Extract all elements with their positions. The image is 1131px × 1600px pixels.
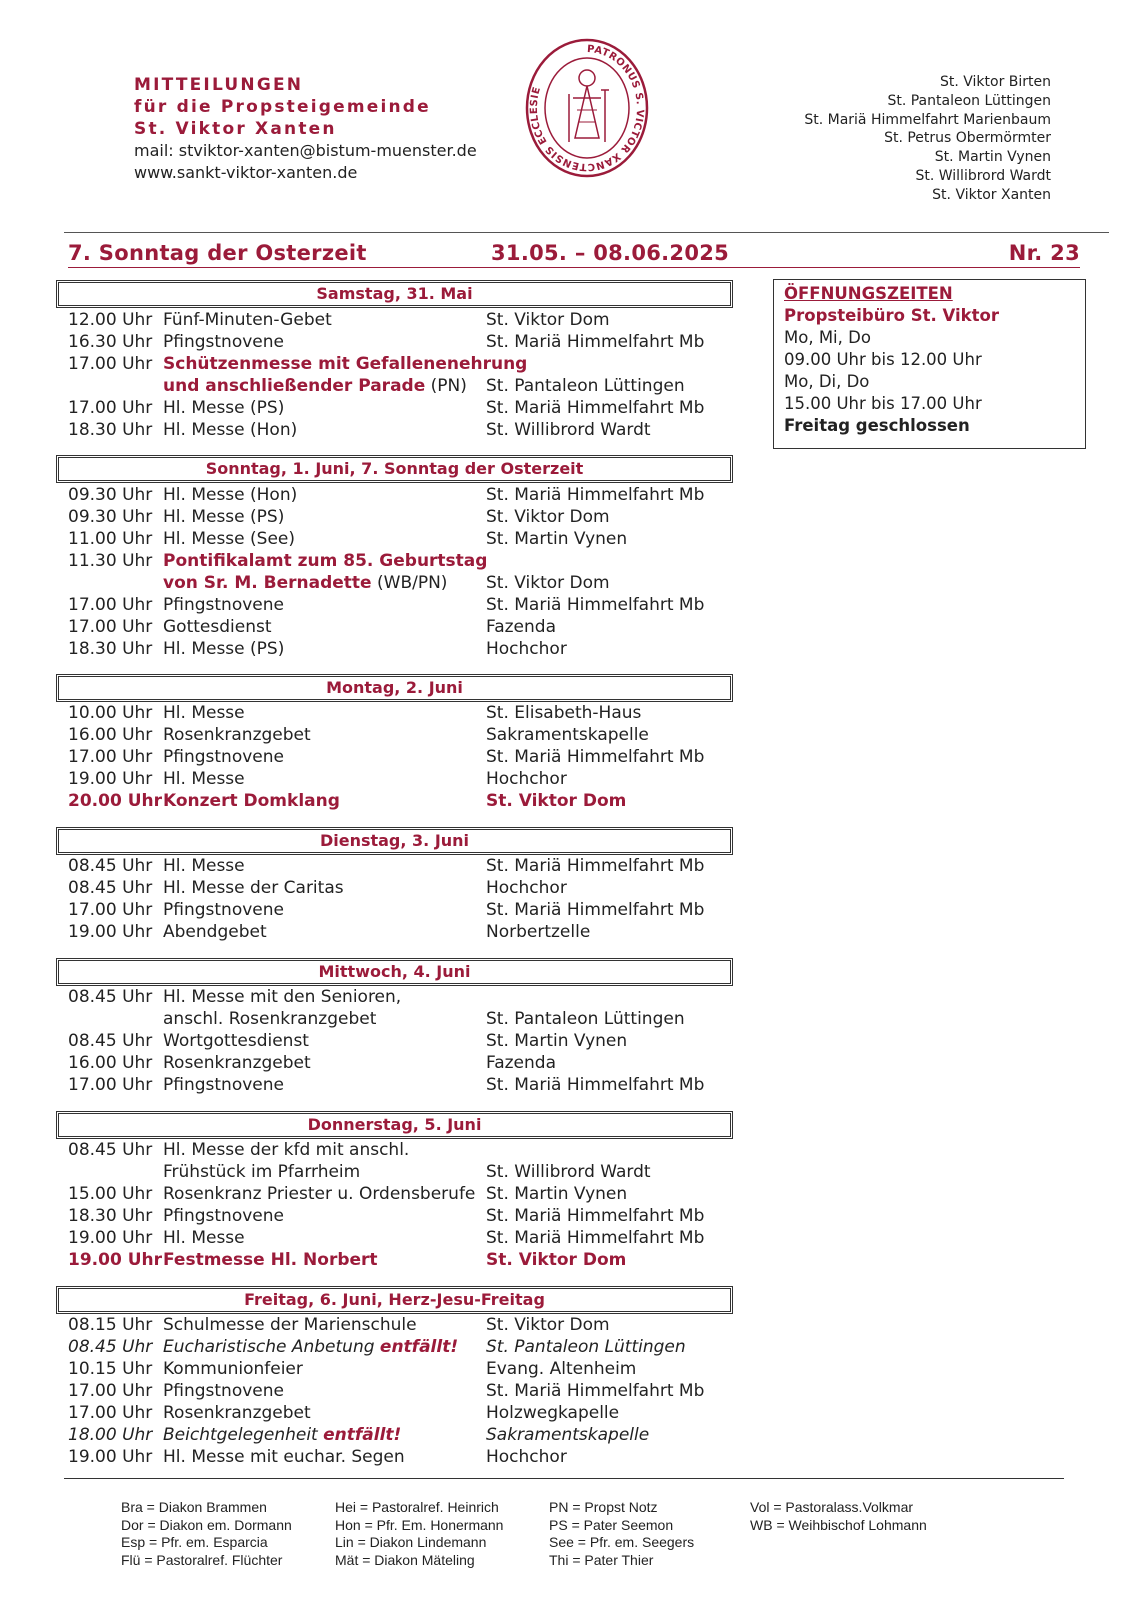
event-time: 11.00 Uhr bbox=[68, 529, 153, 549]
event-title-text: Pfingstnovene bbox=[163, 1206, 284, 1226]
event-title-text: Hl. Messe (Hon) bbox=[163, 420, 298, 440]
parish-item: St. Pantaleon Lüttingen bbox=[887, 92, 1051, 109]
event-location: Holzwegkapelle bbox=[486, 1403, 620, 1423]
event-title-text: Kommunionfeier bbox=[163, 1359, 303, 1379]
issue-sunday: 7. Sonntag der Osterzeit bbox=[68, 241, 367, 265]
event-location: Fazenda bbox=[486, 617, 557, 637]
event-time: 08.45 Uhr bbox=[68, 878, 153, 898]
event-title-text: Hl. Messe (PS) bbox=[163, 507, 285, 527]
event-title-text: Hl. Messe (Hon) bbox=[163, 485, 298, 505]
publication-header bbox=[134, 74, 477, 184]
event-time: 10.00 Uhr bbox=[68, 703, 153, 723]
event-title bbox=[163, 309, 483, 331]
event-time: 19.00 Uhr bbox=[68, 769, 153, 789]
event-location: St. Willibrord Wardt bbox=[486, 1162, 651, 1182]
event-title-suffix: entfällt bbox=[379, 1337, 451, 1357]
abbreviation-item: Esp = Pfr. em. Esparcia bbox=[121, 1534, 268, 1550]
abbreviation-item: Thi = Pater Thier bbox=[549, 1551, 654, 1568]
event-location: St. Mariä Himmelfahrt Mb bbox=[486, 485, 705, 505]
event-time: 19.00 Uhr bbox=[68, 922, 153, 942]
abbreviation-column bbox=[549, 1499, 694, 1569]
abbreviation-item: Flü = Pastoralref. Flüchter bbox=[121, 1551, 283, 1568]
event-location: St. Viktor Dom bbox=[486, 573, 610, 593]
event-time: 11.30 Uhr bbox=[68, 551, 153, 571]
opening-days-1: Mo, Mi, Do bbox=[784, 328, 871, 347]
event-time: 18.30 Uhr bbox=[68, 420, 153, 440]
event-location: St. Willibrord Wardt bbox=[486, 420, 651, 440]
abbreviation-item: Mät = Diakon Mäteling bbox=[335, 1551, 475, 1568]
event-time: 18.00 Uhr bbox=[68, 1425, 153, 1445]
event-location: St. Viktor Dom bbox=[486, 1315, 610, 1335]
footer-divider bbox=[64, 1478, 1064, 1479]
event-title bbox=[163, 397, 483, 419]
event-title bbox=[163, 724, 483, 746]
event-title bbox=[163, 1380, 483, 1402]
event-title-text: von Sr. M. Bernadette bbox=[163, 573, 372, 593]
event-title-text: Hl. Messe mit euchar. Segen bbox=[163, 1447, 405, 1467]
event-title bbox=[163, 1402, 483, 1424]
seal-text: PATRONUS S. VICTOR XANCTENSIS ECCLESIE bbox=[528, 43, 646, 173]
event-time: 19.00 Uhr bbox=[68, 1250, 162, 1270]
event-title-text: Rosenkranzgebet bbox=[163, 725, 311, 745]
event-title bbox=[163, 899, 483, 921]
event-time: 19.00 Uhr bbox=[68, 1228, 153, 1248]
event-location: St. Viktor Dom bbox=[486, 310, 610, 330]
event-title bbox=[163, 375, 483, 397]
event-title bbox=[163, 1336, 483, 1358]
day-header: Sonntag, 1. Juni, 7. Sonntag der Osterzeit bbox=[56, 455, 733, 483]
abbreviation-item: Vol = Pastoralass.Volkmar bbox=[750, 1499, 914, 1515]
header-divider bbox=[64, 232, 1109, 233]
day-header: Freitag, 6. Juni, Herz-Jesu-Freitag bbox=[56, 1286, 733, 1314]
event-location: St. Mariä Himmelfahrt Mb bbox=[486, 595, 705, 615]
event-title-text: Hl. Messe mit den Senioren, bbox=[163, 987, 402, 1007]
opening-hours-title: ÖFFNUNGSZEITEN bbox=[784, 284, 953, 303]
event-location: Hochchor bbox=[486, 1447, 567, 1467]
event-time: 18.30 Uhr bbox=[68, 1206, 153, 1226]
day-header: Samstag, 31. Mai bbox=[56, 280, 733, 308]
event-time: 17.00 Uhr bbox=[68, 1075, 153, 1095]
event-time: 17.00 Uhr bbox=[68, 398, 153, 418]
event-location: St. Martin Vynen bbox=[486, 529, 628, 549]
event-title-text: Abendgebet bbox=[163, 922, 267, 942]
abbreviation-item: Hon = Pfr. Em. Honermann bbox=[335, 1516, 504, 1533]
event-time: 19.00 Uhr bbox=[68, 1447, 153, 1467]
event-title-text: Eucharistische Anbetung bbox=[163, 1337, 380, 1357]
event-time: 08.45 Uhr bbox=[68, 1337, 153, 1357]
event-title-suffix: (WB/PN) bbox=[371, 573, 448, 593]
event-title-text: Hl. Messe bbox=[163, 769, 245, 789]
event-location: St. Mariä Himmelfahrt Mb bbox=[486, 1381, 705, 1401]
event-location: St. Viktor Dom bbox=[486, 1250, 627, 1270]
event-time: 17.00 Uhr bbox=[68, 1381, 153, 1401]
abbreviation-item: PS = Pater Seemon bbox=[549, 1516, 674, 1533]
event-title-suffix: (PN) bbox=[425, 376, 467, 396]
event-title bbox=[163, 638, 483, 660]
event-title bbox=[163, 1183, 483, 1205]
publication-title: MITTEILUNGEN bbox=[134, 75, 304, 95]
abbreviation-item: WB = Weihbischof Lohmann bbox=[750, 1516, 927, 1533]
contact-web: www.sankt-viktor-xanten.de bbox=[134, 163, 358, 182]
abbreviation-item: See = Pfr. em. Seegers bbox=[549, 1534, 695, 1550]
issue-title-row bbox=[68, 241, 1080, 269]
event-location: St. Pantaleon Lüttingen bbox=[486, 1337, 686, 1357]
event-title-text: Hl. Messe der kfd mit anschl. bbox=[163, 1140, 410, 1160]
event-time: 08.45 Uhr bbox=[68, 1031, 153, 1051]
event-title-text: Fünf-Minuten-Gebet bbox=[163, 310, 332, 330]
parish-list bbox=[804, 73, 1051, 205]
event-location: St. Mariä Himmelfahrt Mb bbox=[486, 1075, 705, 1095]
abbreviation-column bbox=[750, 1499, 927, 1534]
event-title-text: Pfingstnovene bbox=[163, 1381, 284, 1401]
event-title-text: Festmesse Hl. Norbert bbox=[163, 1250, 378, 1270]
event-time: 08.45 Uhr bbox=[68, 987, 153, 1007]
title-underline bbox=[68, 267, 1080, 268]
event-title-text: Rosenkranz Priester u. Ordensberufe bbox=[163, 1184, 476, 1204]
parish-item: St. Petrus Obermörmter bbox=[884, 130, 1051, 147]
event-location: Norbertzelle bbox=[486, 922, 591, 942]
abbreviation-item: Hei = Pastoralref. Heinrich bbox=[335, 1499, 499, 1515]
event-time: 15.00 Uhr bbox=[68, 1184, 153, 1204]
event-title bbox=[163, 594, 483, 616]
opening-time-1: 09.00 Uhr bis 12.00 Uhr bbox=[784, 350, 982, 369]
event-title bbox=[163, 550, 488, 572]
abbreviation-column bbox=[121, 1499, 292, 1569]
event-title bbox=[163, 331, 483, 353]
issue-number: Nr. 23 bbox=[1008, 241, 1080, 265]
parish-seal-icon bbox=[525, 38, 649, 178]
event-title-text: Pfingstnovene bbox=[163, 595, 284, 615]
event-time: 20.00 Uhr bbox=[68, 791, 162, 811]
event-time: 12.00 Uhr bbox=[68, 310, 153, 330]
opening-days-2: Mo, Di, Do bbox=[784, 372, 870, 391]
event-time: 17.00 Uhr bbox=[68, 1403, 153, 1423]
event-title bbox=[163, 1249, 483, 1271]
event-title-text: Schulmesse der Marienschule bbox=[163, 1315, 417, 1335]
event-title bbox=[163, 1030, 483, 1052]
event-location: Sakramentskapelle bbox=[486, 1425, 650, 1445]
abbreviation-column bbox=[335, 1499, 503, 1569]
day-header: Mittwoch, 4. Juni bbox=[56, 958, 733, 986]
event-title bbox=[163, 855, 483, 877]
event-location: St. Mariä Himmelfahrt Mb bbox=[486, 1206, 705, 1226]
event-title bbox=[163, 1358, 483, 1380]
event-title-text: Schützenmesse mit Gefallenenehrung bbox=[163, 354, 528, 374]
office-name: Propsteibüro St. Viktor bbox=[784, 306, 999, 325]
event-time: 10.15 Uhr bbox=[68, 1359, 153, 1379]
event-title-text: Pontifikalamt zum 85. Geburtstag bbox=[163, 551, 488, 571]
event-location: Fazenda bbox=[486, 1053, 557, 1073]
event-title bbox=[163, 877, 483, 899]
event-location: St. Mariä Himmelfahrt Mb bbox=[486, 856, 705, 876]
event-title-tail: ! bbox=[450, 1337, 459, 1357]
event-time: 08.45 Uhr bbox=[68, 856, 153, 876]
event-title-text: Hl. Messe bbox=[163, 856, 245, 876]
event-title-text: Frühstück im Pfarrheim bbox=[163, 1162, 361, 1182]
event-location: Evang. Altenheim bbox=[486, 1359, 637, 1379]
event-time: 17.00 Uhr bbox=[68, 354, 153, 374]
event-title bbox=[163, 572, 483, 594]
parish-item: St. Viktor Birten bbox=[939, 74, 1051, 90]
event-time: 17.00 Uhr bbox=[68, 595, 153, 615]
event-time: 17.00 Uhr bbox=[68, 900, 153, 920]
event-location: St. Mariä Himmelfahrt Mb bbox=[486, 900, 705, 920]
closed-notice: Freitag geschlossen bbox=[784, 416, 970, 435]
parish-item: St. Mariä Himmelfahrt Marienbaum bbox=[804, 111, 1051, 128]
event-location: St. Pantaleon Lüttingen bbox=[486, 376, 685, 396]
event-title bbox=[163, 790, 483, 812]
event-time: 18.30 Uhr bbox=[68, 639, 153, 659]
event-title-text: Hl. Messe (PS) bbox=[163, 398, 285, 418]
event-time: 16.00 Uhr bbox=[68, 1053, 153, 1073]
event-title-text: Hl. Messe (See) bbox=[163, 529, 295, 549]
event-title-tail: ! bbox=[393, 1425, 402, 1445]
event-title bbox=[163, 528, 483, 550]
parish-name: St. Viktor Xanten bbox=[134, 119, 337, 139]
event-time: 17.00 Uhr bbox=[68, 617, 153, 637]
event-title-suffix: entfällt bbox=[323, 1425, 394, 1445]
day-header: Dienstag, 3. Juni bbox=[56, 827, 733, 855]
day-header: Donnerstag, 5. Juni bbox=[56, 1111, 733, 1139]
event-title-text: Rosenkranzgebet bbox=[163, 1403, 311, 1423]
event-location: St. Mariä Himmelfahrt Mb bbox=[486, 1228, 705, 1248]
event-title bbox=[163, 1008, 483, 1030]
event-location: St. Mariä Himmelfahrt Mb bbox=[486, 747, 705, 767]
parish-item: St. Viktor Xanten bbox=[932, 186, 1051, 203]
event-location: St. Pantaleon Lüttingen bbox=[486, 1009, 685, 1029]
event-title bbox=[163, 746, 483, 768]
event-location: St. Viktor Dom bbox=[486, 791, 627, 811]
event-title bbox=[163, 1314, 483, 1336]
event-title-text: Rosenkranzgebet bbox=[163, 1053, 311, 1073]
event-time: 16.30 Uhr bbox=[68, 332, 153, 352]
event-location: St. Martin Vynen bbox=[486, 1031, 628, 1051]
opening-hours-box bbox=[773, 279, 1086, 449]
event-location: Hochchor bbox=[486, 769, 567, 789]
event-title bbox=[163, 616, 483, 638]
opening-time-2: 15.00 Uhr bis 17.00 Uhr bbox=[784, 394, 982, 413]
event-title bbox=[163, 1424, 483, 1446]
event-title bbox=[163, 419, 483, 441]
event-location: St. Viktor Dom bbox=[486, 507, 610, 527]
event-title-text: Konzert Domklang bbox=[163, 791, 340, 811]
event-title bbox=[163, 1446, 483, 1468]
event-time: 16.00 Uhr bbox=[68, 725, 153, 745]
event-title-text: Hl. Messe (PS) bbox=[163, 639, 285, 659]
event-title bbox=[163, 702, 483, 724]
publication-subtitle: für die Propsteigemeinde bbox=[134, 97, 431, 117]
event-title-text: Gottesdienst bbox=[163, 617, 272, 637]
contact-mail: mail: stviktor-xanten@bistum-muenster.de bbox=[134, 141, 477, 160]
parish-item: St. Willibrord Wardt bbox=[915, 167, 1051, 184]
event-title-text: Hl. Messe bbox=[163, 703, 245, 723]
event-title-text: Pfingstnovene bbox=[163, 747, 284, 767]
abbreviation-item: Lin = Diakon Lindemann bbox=[335, 1534, 487, 1550]
event-title bbox=[163, 1205, 483, 1227]
event-title bbox=[163, 986, 483, 1008]
event-title bbox=[163, 1052, 483, 1074]
event-time: 08.15 Uhr bbox=[68, 1315, 153, 1335]
event-location: St. Martin Vynen bbox=[486, 1184, 628, 1204]
abbreviation-item: Dor = Diakon em. Dormann bbox=[121, 1516, 292, 1533]
event-title-text: Beichtgelegenheit bbox=[163, 1425, 324, 1445]
event-title bbox=[163, 484, 483, 506]
event-title bbox=[163, 1227, 483, 1249]
event-title-text: anschl. Rosenkranzgebet bbox=[163, 1009, 377, 1029]
event-title bbox=[163, 1139, 483, 1161]
event-time: 09.30 Uhr bbox=[68, 507, 153, 527]
event-time: 09.30 Uhr bbox=[68, 485, 153, 505]
event-title bbox=[163, 1074, 483, 1096]
event-location: Hochchor bbox=[486, 639, 567, 659]
event-title-text: Wortgottesdienst bbox=[163, 1031, 309, 1051]
abbreviation-item: PN = Propst Notz bbox=[549, 1499, 658, 1515]
event-title-text: Pfingstnovene bbox=[163, 900, 284, 920]
abbreviation-item: Bra = Diakon Brammen bbox=[121, 1499, 267, 1515]
issue-dates: 31.05. – 08.06.2025 bbox=[491, 241, 730, 265]
event-title bbox=[163, 768, 483, 790]
event-title-text: Hl. Messe bbox=[163, 1228, 245, 1248]
event-title-text: Pfingstnovene bbox=[163, 332, 284, 352]
event-location: Hochchor bbox=[486, 878, 567, 898]
event-title-text: Pfingstnovene bbox=[163, 1075, 284, 1095]
parish-item: St. Martin Vynen bbox=[934, 149, 1051, 166]
event-time: 08.45 Uhr bbox=[68, 1140, 153, 1160]
event-title bbox=[163, 1161, 483, 1183]
event-title bbox=[163, 506, 483, 528]
event-title-text: und anschließender Parade bbox=[163, 376, 426, 396]
event-location: Sakramentskapelle bbox=[486, 725, 649, 745]
event-location: St. Mariä Himmelfahrt Mb bbox=[486, 332, 705, 352]
event-title bbox=[163, 921, 483, 943]
event-time: 17.00 Uhr bbox=[68, 747, 153, 767]
event-location: St. Mariä Himmelfahrt Mb bbox=[486, 398, 705, 418]
day-header: Montag, 2. Juni bbox=[56, 674, 733, 702]
event-location: St. Elisabeth-Haus bbox=[486, 703, 642, 723]
event-title-text: Hl. Messe der Caritas bbox=[163, 878, 344, 898]
event-title bbox=[163, 353, 528, 375]
